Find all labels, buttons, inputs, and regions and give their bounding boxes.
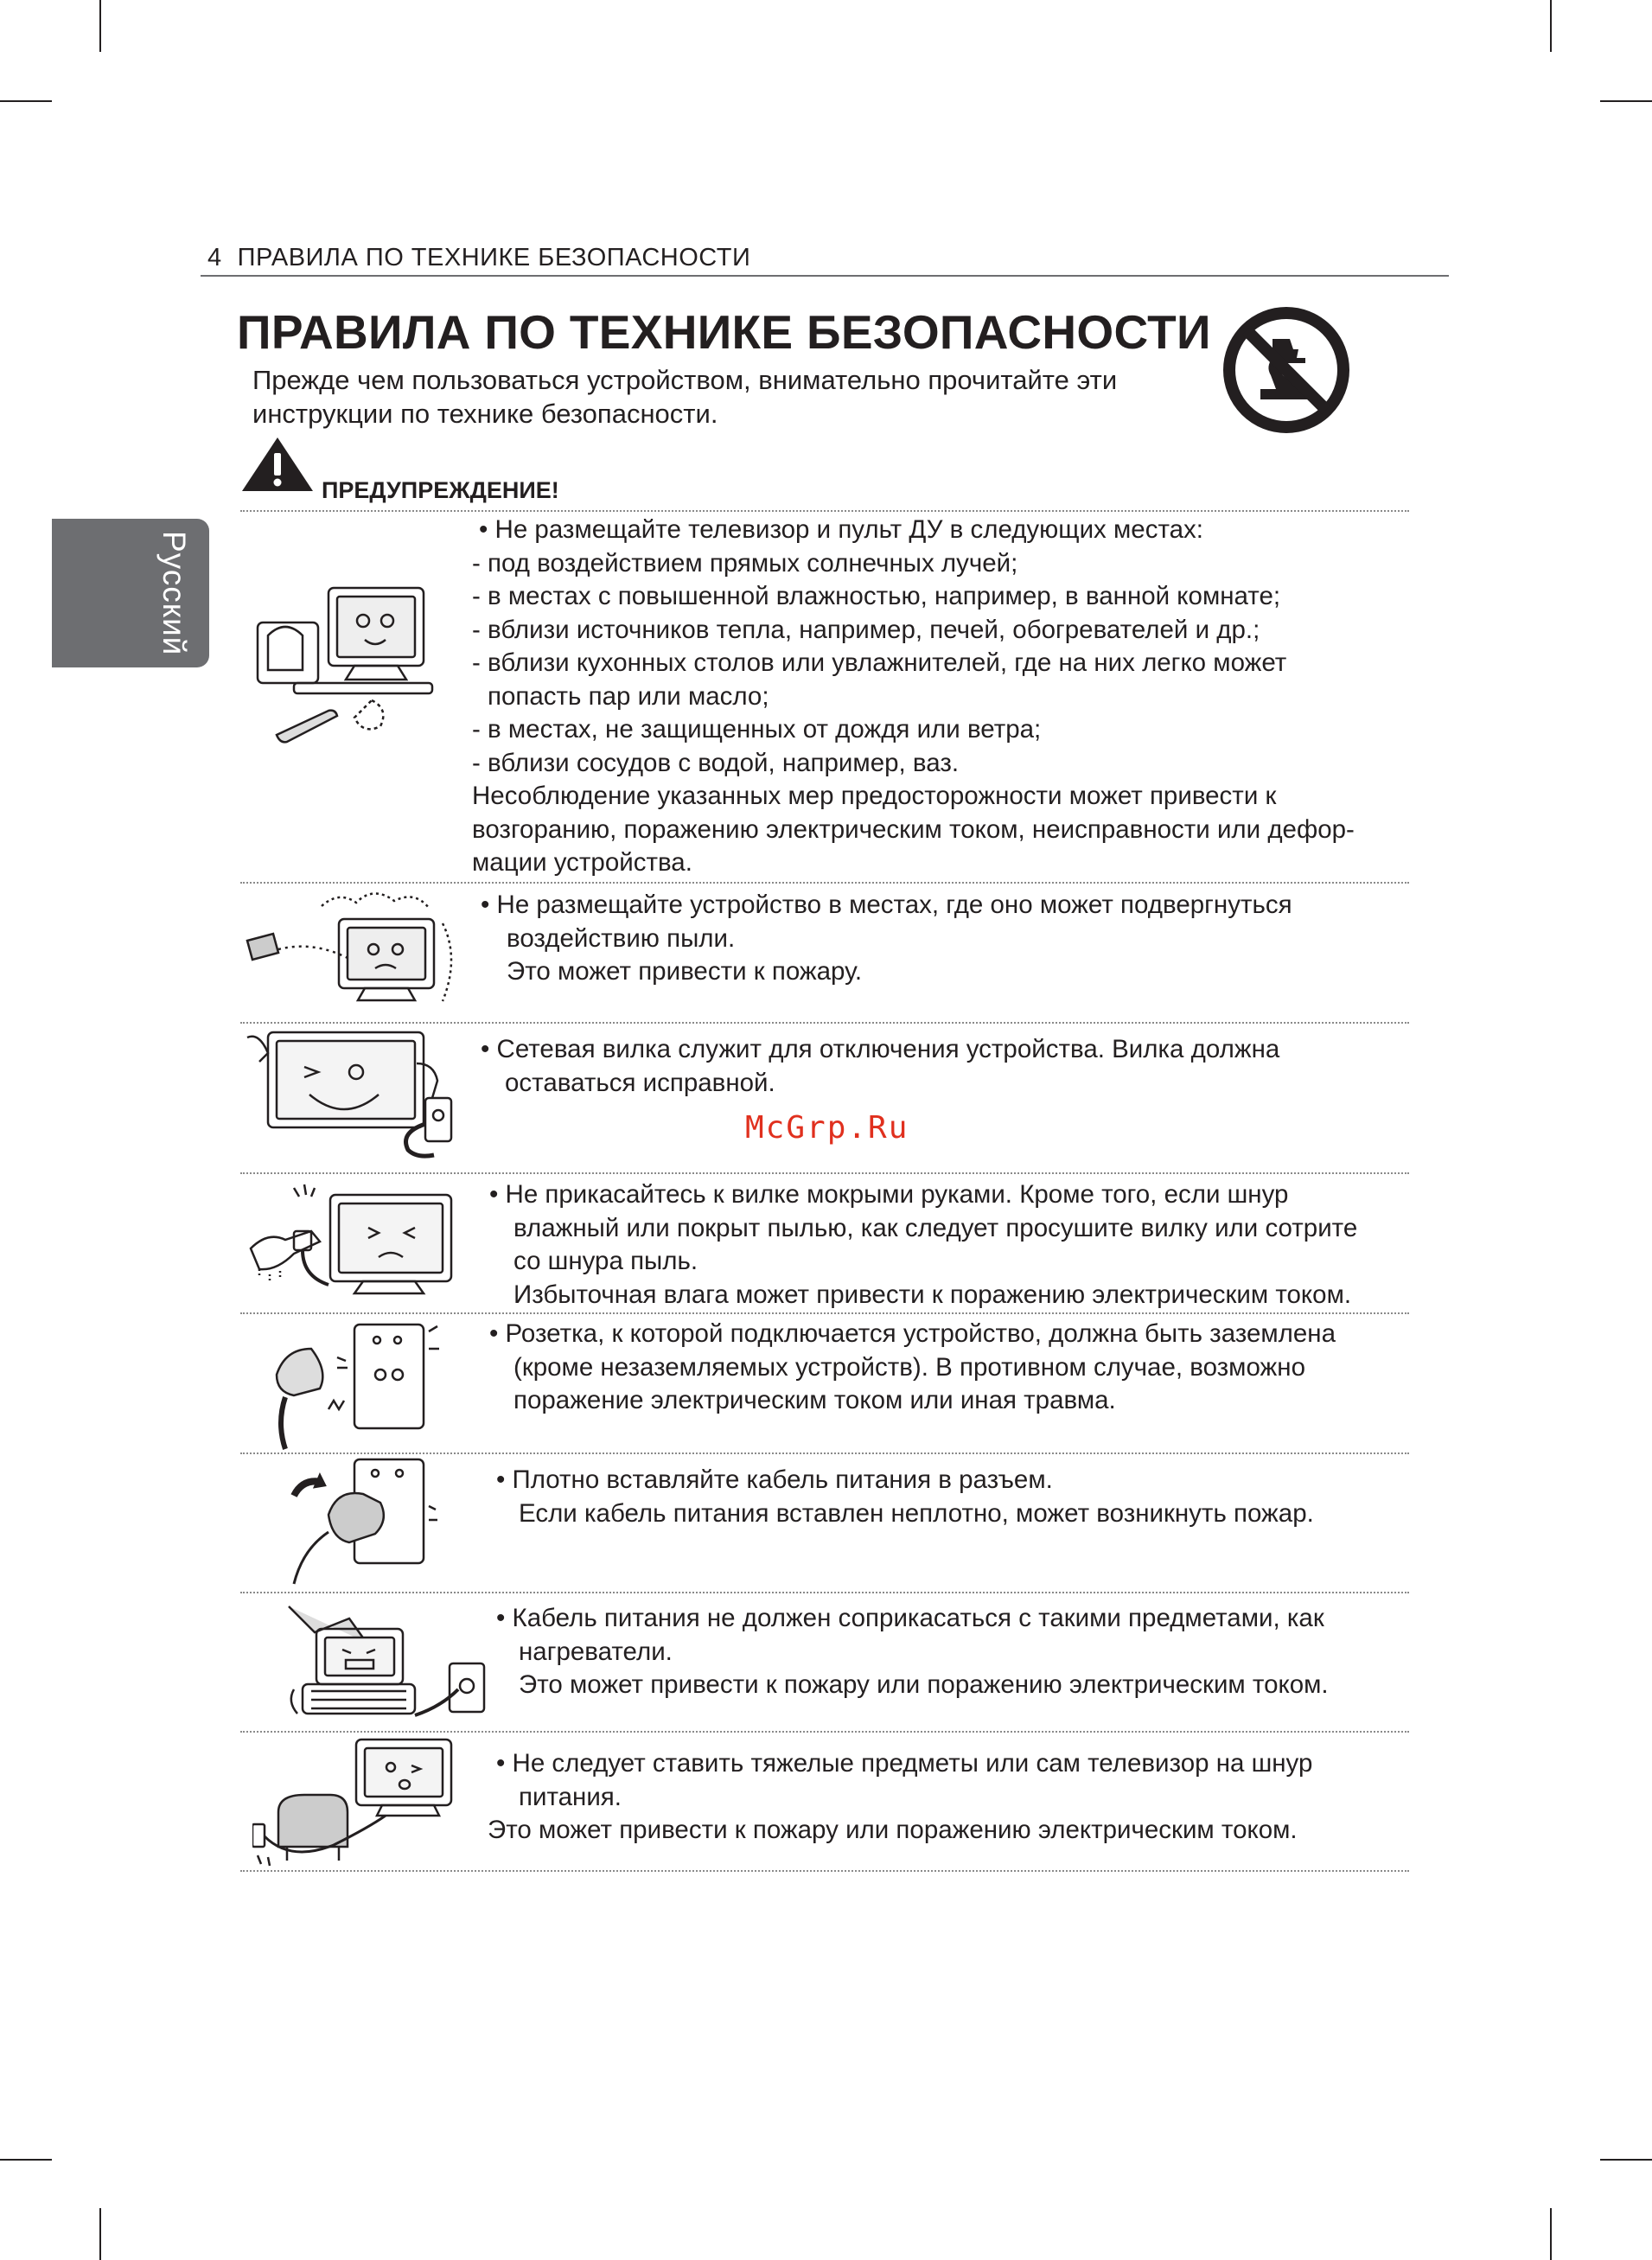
- item-line: • Не размещайте телевизор и пульт ДУ в следующих местах:: [479, 515, 1203, 544]
- item-line: Избыточная влага может привести к поражению электрическим током.: [513, 1280, 1352, 1309]
- item-line: мации устройства.: [472, 848, 692, 877]
- page-title: ПРАВИЛА ПО ТЕХНИКЕ БЕЗОПАСНОСТИ: [237, 305, 1211, 359]
- crop-mark: [99, 0, 101, 52]
- item-line: Это может привести к пожару или поражению электрическим током.: [488, 1816, 1298, 1844]
- item-line: (кроме незаземляемых устройств). В противном случае, возможно: [513, 1352, 1305, 1382]
- divider: [240, 1592, 1409, 1593]
- intro-line: инструкции по технике безопасности.: [252, 399, 718, 429]
- item-line: • Сетевая вилка служит для отключения устройства. Вилка должна: [481, 1035, 1280, 1063]
- no-dismantle-prohibition-icon: [1222, 306, 1350, 434]
- safety-item-text: [496, 1464, 1314, 1530]
- crop-mark: [1550, 0, 1552, 52]
- item-line: попасть пар или масло;: [488, 681, 769, 711]
- crop-mark: [99, 2208, 101, 2260]
- safety-item-text: [472, 514, 1355, 880]
- intro-text: [252, 363, 1203, 431]
- cable-near-heater-illustration: [285, 1594, 493, 1729]
- header-rule: [201, 275, 1449, 277]
- insert-plug-firmly-illustration: [277, 1454, 441, 1589]
- item-line: - в местах с повышенной влажностью, например, в ванной комнате;: [472, 582, 1281, 610]
- divider: [240, 1172, 1409, 1174]
- divider: [240, 510, 1409, 512]
- item-line: - под воздействием прямых солнечных лучей;: [472, 548, 1018, 578]
- language-tab: [52, 519, 209, 667]
- item-line: - вблизи кухонных столов или увлажнителей, где на них легко может: [472, 648, 1287, 677]
- item-line: нагреватели.: [519, 1637, 673, 1666]
- item-line: • Не следует ставить тяжелые предметы или сам телевизор на шнур: [496, 1749, 1313, 1778]
- language-tab-label: Русский: [156, 531, 192, 656]
- item-line: поражение электрическим током или иная травма.: [513, 1386, 1116, 1414]
- wet-hands-plug-illustration: [242, 1179, 475, 1309]
- divider: [240, 1731, 1409, 1733]
- page-number: 4: [207, 244, 222, 271]
- item-line: • Не размещайте устройство в местах, где оно может подвергнуться: [481, 891, 1292, 919]
- safety-item-text: [489, 1318, 1336, 1418]
- divider: [240, 1870, 1409, 1872]
- item-line: воздействию пыли.: [507, 923, 736, 953]
- safety-item-text: [488, 1747, 1313, 1848]
- running-title: ПРАВИЛА ПО ТЕХНИКЕ БЕЗОПАСНОСТИ: [237, 244, 751, 271]
- item-line: • Не прикасайтесь к вилке мокрыми руками. Кроме того, если шнур: [489, 1180, 1289, 1209]
- warning-label: ПРЕДУПРЕЖДЕНИЕ!: [322, 477, 559, 503]
- item-line: питания.: [519, 1782, 622, 1811]
- crop-mark: [0, 100, 52, 102]
- warning-triangle-icon: [239, 434, 316, 495]
- safety-item-text: [489, 1178, 1357, 1312]
- tv-dust-illustration: [244, 889, 469, 1018]
- item-line: со шнура пыль.: [513, 1247, 698, 1275]
- item-line: оставаться исправной.: [505, 1068, 775, 1097]
- tv-plug-disconnect-illustration: [244, 1029, 469, 1159]
- item-line: • Кабель питания не должен соприкасаться с такими предметами, как: [496, 1604, 1324, 1632]
- safety-item-text: [481, 889, 1292, 989]
- item-line: Это может привести к пожару.: [507, 957, 863, 986]
- item-line: возгоранию, поражению электрическим током, неисправности или дефор-: [472, 814, 1355, 844]
- watermark: McGrp.Ru: [745, 1110, 909, 1146]
- intro-line: Прежде чем пользоваться устройством, внимательно прочитайте эти: [252, 365, 1118, 395]
- tv-near-heat-moisture-illustration: [242, 571, 458, 761]
- grounded-outlet-illustration: [259, 1314, 441, 1452]
- item-line: Это может привести к пожару или поражению электрическим током.: [519, 1670, 1329, 1699]
- divider: [240, 1022, 1409, 1024]
- item-line: - вблизи источников тепла, например, печей, обогревателей и др.;: [472, 615, 1260, 644]
- safety-item-text: [481, 1033, 1279, 1100]
- heavy-object-on-cord-illustration: [252, 1734, 469, 1869]
- item-line: • Розетка, к которой подключается устройство, должна быть заземлена: [489, 1319, 1336, 1348]
- crop-mark: [1600, 2159, 1652, 2161]
- crop-mark: [0, 2159, 52, 2161]
- divider: [240, 882, 1409, 884]
- item-line: • Плотно вставляйте кабель питания в разъем.: [496, 1465, 1053, 1494]
- item-line: влажный или покрыт пылью, как следует просушите вилку или сотрите: [513, 1213, 1358, 1242]
- crop-mark: [1550, 2208, 1552, 2260]
- item-line: - в местах, не защищенных от дождя или ветра;: [472, 715, 1042, 744]
- crop-mark: [1600, 100, 1652, 102]
- item-line: Если кабель питания вставлен неплотно, может возникнуть пожар.: [519, 1498, 1314, 1528]
- item-line: Несоблюдение указанных мер предосторожности может привести к: [472, 782, 1277, 810]
- running-head: [207, 244, 750, 272]
- safety-item-text: [496, 1602, 1329, 1702]
- item-line: - вблизи сосудов с водой, например, ваз.: [472, 748, 960, 777]
